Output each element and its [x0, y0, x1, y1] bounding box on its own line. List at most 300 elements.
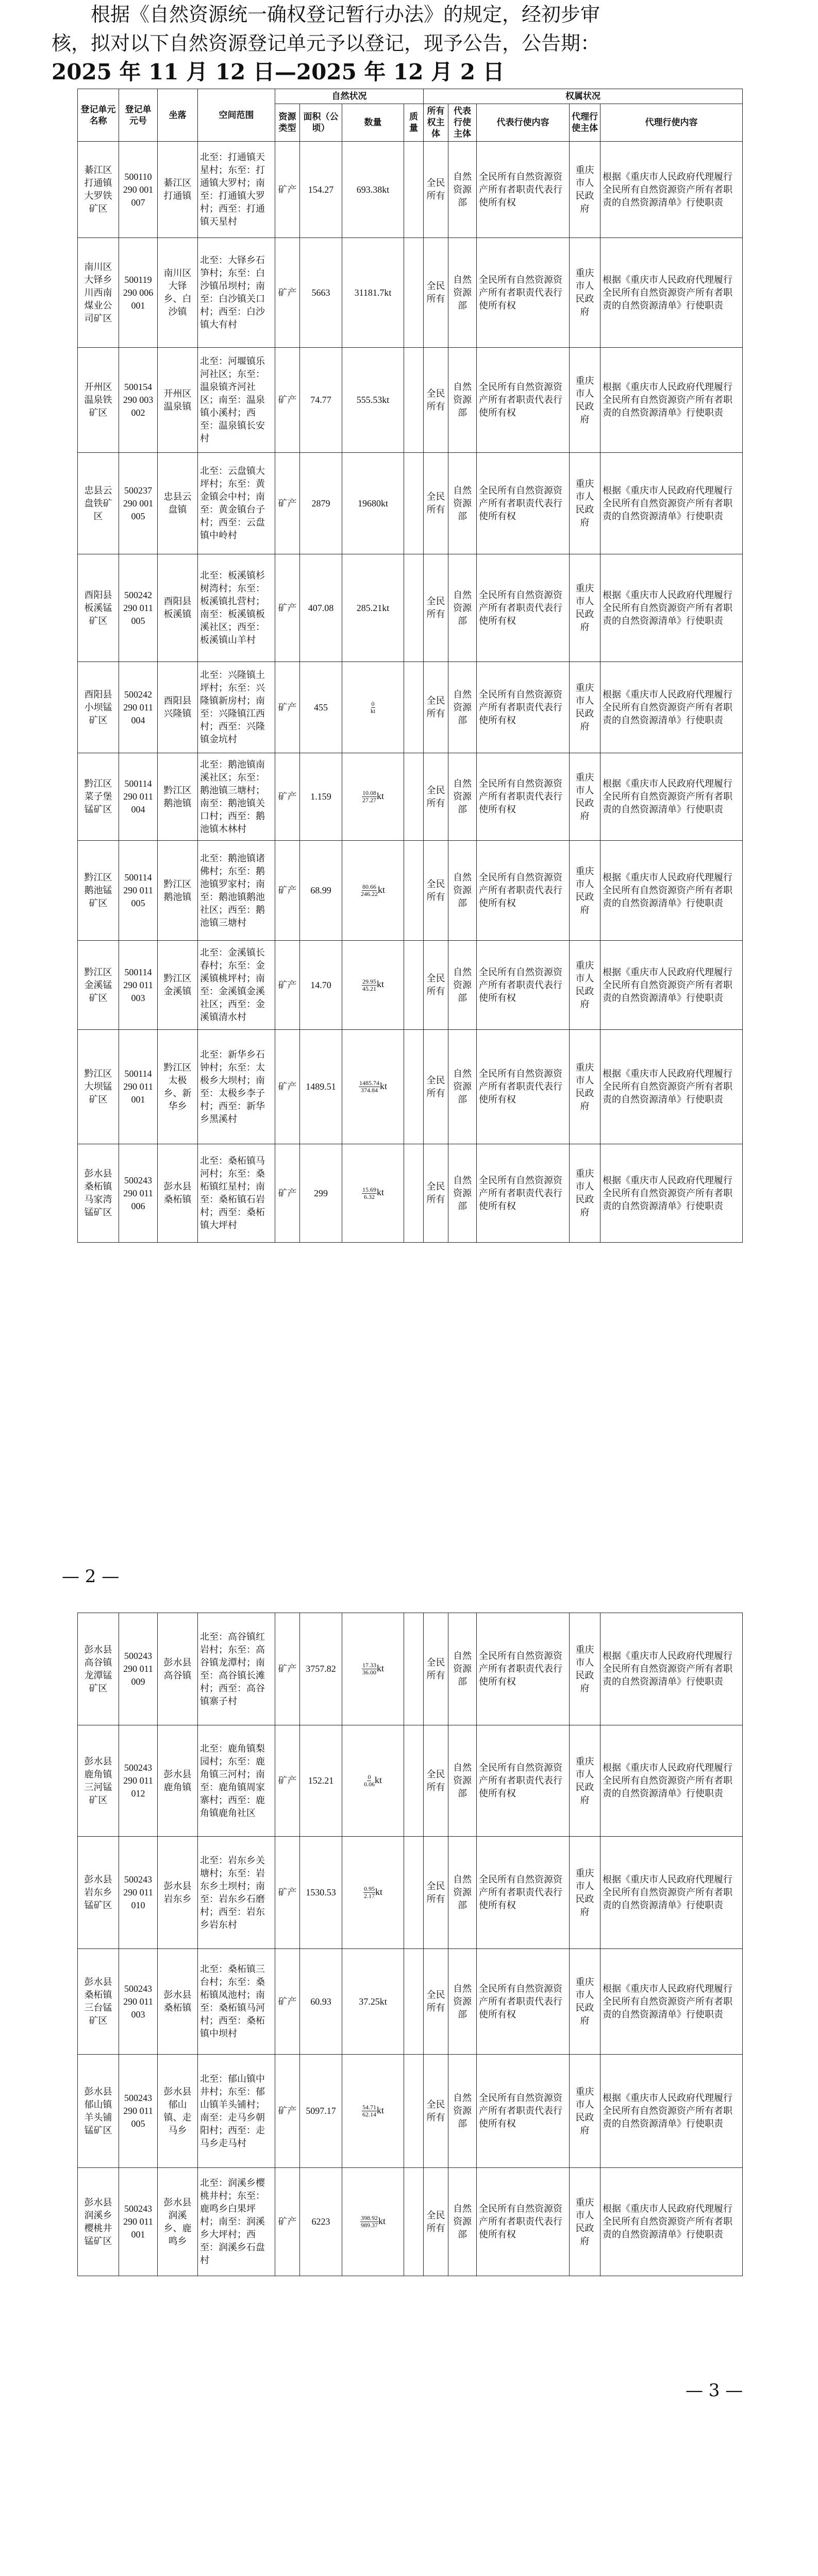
quantity-numerator: 1485.74 — [359, 1079, 379, 1087]
cell-unit-name: 黔江区鹅池锰矿区 — [78, 841, 119, 941]
cell-agent-subject: 重庆市人民政府 — [570, 753, 600, 841]
quantity-numerator: 0 — [371, 700, 375, 707]
cell-quantity — [342, 941, 404, 1030]
cell-agent-content: 根据《重庆市人民政府代理履行全民所有自然资源资产所有者职责的自然资源清单》行使职责 — [600, 238, 743, 348]
cell-unit-name: 彭水县郁山镇羊头铺锰矿区 — [78, 2055, 119, 2168]
cell-unit-number: 500154 290 003002 — [119, 348, 158, 453]
cell-unit-name: 酉阳县小坝锰矿区 — [78, 662, 119, 753]
cell-owner: 全民所有 — [424, 1725, 448, 1837]
quantity-unit: kt — [376, 790, 384, 801]
cell-unit-name: 南川区大铎乡川西南煤业公司矿区 — [78, 238, 119, 348]
cell-owner: 全民所有 — [424, 1949, 448, 2055]
cell-agent-subject: 重庆市人民政府 — [570, 554, 600, 662]
cell-rep-subject: 自然资源部 — [448, 1613, 477, 1725]
cell-rep-subject: 自然资源部 — [448, 1144, 477, 1243]
cell-agent-content: 根据《重庆市人民政府代理履行全民所有自然资源资产所有者职责的自然资源清单》行使职责 — [600, 941, 743, 1030]
cell-rep-content: 全民所有自然资源资产所有者职责代表行使所有权 — [477, 554, 570, 662]
cell-spatial-range: 北至：大铎乡石笋村；东至：白沙镇吊坝村；南至：白沙镇关口村；西至：白沙镇大有村 — [198, 238, 275, 348]
quantity-numerator: 17.33 — [362, 1662, 376, 1669]
cell-unit-number: 500242 290 011004 — [119, 662, 158, 753]
cell-agent-content: 根据《重庆市人民政府代理履行全民所有自然资源资产所有者职责的自然资源清单》行使职责 — [600, 841, 743, 941]
cell-rep-content: 全民所有自然资源资产所有者职责代表行使所有权 — [477, 348, 570, 453]
quantity-unit: kt — [375, 1886, 382, 1897]
quantity-fraction — [363, 1886, 375, 1900]
cell-quantity — [342, 1613, 404, 1725]
cell-rep-subject: 自然资源部 — [448, 662, 477, 753]
cell-agent-subject: 重庆市人民政府 — [570, 662, 600, 753]
header-area: 面积（公顷） — [300, 104, 342, 142]
cell-spatial-range: 北至：鹅池镇南溪社区；东至：鹅池镇三塘村；南至：鹅池镇关口村；西至：鹅池镇木林村 — [198, 753, 275, 841]
cell-area: 14.70 — [300, 941, 342, 1030]
cell-unit-number: 500114 290 011004 — [119, 753, 158, 841]
cell-owner: 全民所有 — [424, 841, 448, 941]
quantity-numerator: 0.95 — [363, 1885, 375, 1893]
cell-quality — [404, 941, 424, 1030]
registration-table-page-1 — [77, 89, 743, 1243]
cell-unit-name: 彭水县高谷镇龙潭锰矿区 — [78, 1613, 119, 1725]
cell-location: 忠县云盘镇 — [158, 453, 198, 554]
cell-unit-name: 酉阳县板溪锰矿区 — [78, 554, 119, 662]
cell-owner: 全民所有 — [424, 1837, 448, 1949]
intro-line-2: 核，拟对以下自然资源登记单元予以登记，现予公告，公告期： — [52, 32, 600, 55]
cell-quality — [404, 142, 424, 238]
cell-rep-subject: 自然资源部 — [448, 1949, 477, 2055]
quantity-denominator: 45.21 — [362, 985, 376, 992]
quantity-unit: kt — [377, 884, 385, 895]
cell-location: 黔江区太极乡、新华乡 — [158, 1030, 198, 1144]
quantity-denominator: kt — [370, 707, 376, 715]
quantity-denominator: 0.06 — [363, 1781, 375, 1788]
quantity-unit: kt — [376, 1187, 384, 1198]
cell-resource-type: 矿产 — [275, 1144, 300, 1243]
cell-rep-content: 全民所有自然资源资产所有者职责代表行使所有权 — [477, 841, 570, 941]
cell-rep-subject: 自然资源部 — [448, 1837, 477, 1949]
cell-agent-content: 根据《重庆市人民政府代理履行全民所有自然资源资产所有者职责的自然资源清单》行使职责 — [600, 662, 743, 753]
table-row — [78, 841, 743, 941]
cell-resource-type: 矿产 — [275, 841, 300, 941]
cell-agent-subject: 重庆市人民政府 — [570, 1837, 600, 1949]
cell-rep-subject: 自然资源部 — [448, 348, 477, 453]
cell-area: 68.99 — [300, 841, 342, 941]
cell-area: 60.93 — [300, 1949, 342, 2055]
table-row — [78, 1837, 743, 1949]
quantity-numerator: 54.71 — [362, 2104, 376, 2111]
cell-unit-name: 黔江区大坝锰矿区 — [78, 1030, 119, 1144]
cell-unit-name: 忠县云盘铁矿区 — [78, 453, 119, 554]
cell-area: 5663 — [300, 238, 342, 348]
cell-unit-name: 彭水县润溪乡樱桃井锰矿区 — [78, 2168, 119, 2276]
cell-resource-type: 矿产 — [275, 662, 300, 753]
cell-unit-number: 500110 290 001007 — [119, 142, 158, 238]
cell-rep-content: 全民所有自然资源资产所有者职责代表行使所有权 — [477, 1030, 570, 1144]
cell-unit-number: 500243 290 011009 — [119, 1613, 158, 1725]
cell-owner: 全民所有 — [424, 2055, 448, 2168]
cell-spatial-range: 北至：鹅池镇诸佛村；东至：鹅池镇罗家村；南至：鹅池镇鹅池社区；西至：鹅池镇三塘村 — [198, 841, 275, 941]
cell-quantity — [342, 1725, 404, 1837]
table-row — [78, 554, 743, 662]
cell-agent-subject: 重庆市人民政府 — [570, 142, 600, 238]
cell-location: 黔江区鹅池镇 — [158, 753, 198, 841]
cell-rep-subject: 自然资源部 — [448, 2055, 477, 2168]
cell-resource-type: 矿产 — [275, 753, 300, 841]
cell-resource-type: 矿产 — [275, 453, 300, 554]
header-rep-content: 代表行使内容 — [477, 104, 570, 142]
quantity-fraction — [362, 2104, 377, 2118]
cell-quality — [404, 841, 424, 941]
cell-area: 74.77 — [300, 348, 342, 453]
cell-quantity: 37.25kt — [342, 1949, 404, 2055]
cell-resource-type: 矿产 — [275, 554, 300, 662]
cell-resource-type: 矿产 — [275, 1030, 300, 1144]
cell-spatial-range: 北至：新华乡石钟村；东至：太极乡大坝村；南至：太极乡李子村；西至：新华乡黑溪村 — [198, 1030, 275, 1144]
cell-rep-subject: 自然资源部 — [448, 941, 477, 1030]
cell-agent-content: 根据《重庆市人民政府代理履行全民所有自然资源资产所有者职责的自然资源清单》行使职责 — [600, 142, 743, 238]
cell-rep-content: 全民所有自然资源资产所有者职责代表行使所有权 — [477, 662, 570, 753]
cell-quantity: 693.38kt — [342, 142, 404, 238]
cell-resource-type: 矿产 — [275, 941, 300, 1030]
cell-agent-content: 根据《重庆市人民政府代理履行全民所有自然资源资产所有者职责的自然资源清单》行使职责 — [600, 1837, 743, 1949]
cell-unit-number: 500114 290 011001 — [119, 1030, 158, 1144]
cell-agent-content: 根据《重庆市人民政府代理履行全民所有自然资源资产所有者职责的自然资源清单》行使职责 — [600, 1949, 743, 2055]
cell-unit-number: 500119 290 006001 — [119, 238, 158, 348]
cell-spatial-range: 北至：桑柘镇三台村；东至：桑柘镇凤池村；南至：桑柘镇马河村；西至：桑柘镇中坝村 — [198, 1949, 275, 2055]
cell-resource-type: 矿产 — [275, 142, 300, 238]
quantity-denominator: 36.00 — [362, 1669, 376, 1676]
cell-rep-content: 全民所有自然资源资产所有者职责代表行使所有权 — [477, 941, 570, 1030]
cell-area: 2879 — [300, 453, 342, 554]
cell-unit-name: 彭水县鹿角镇三河锰矿区 — [78, 1725, 119, 1837]
cell-agent-content: 根据《重庆市人民政府代理履行全民所有自然资源资产所有者职责的自然资源清单》行使职责 — [600, 1144, 743, 1243]
table-row — [78, 753, 743, 841]
cell-area: 1530.53 — [300, 1837, 342, 1949]
table-row — [78, 2055, 743, 2168]
quantity-unit: kt — [376, 1663, 384, 1673]
notice-intro — [52, 0, 794, 87]
cell-quality — [404, 1837, 424, 1949]
cell-agent-content: 根据《重庆市人民政府代理履行全民所有自然资源资产所有者职责的自然资源清单》行使职责 — [600, 554, 743, 662]
cell-rep-subject: 自然资源部 — [448, 1725, 477, 1837]
header-spatial: 空间范围 — [198, 89, 275, 142]
cell-unit-name: 彭水县桑柘镇三台锰矿区 — [78, 1949, 119, 2055]
cell-location: 彭水县高谷镇 — [158, 1613, 198, 1725]
cell-area: 455 — [300, 662, 342, 753]
cell-agent-subject: 重庆市人民政府 — [570, 1725, 600, 1837]
table-row — [78, 941, 743, 1030]
cell-quantity — [342, 1144, 404, 1243]
cell-location: 开州区温泉镇 — [158, 348, 198, 453]
cell-spatial-range: 北至：鹿角镇梨园村；东至：鹿角镇三河村；南至：鹿角镇周家寨村；西至：鹿角镇鹿角社区 — [198, 1725, 275, 1837]
cell-quantity — [342, 1837, 404, 1949]
cell-spatial-range: 北至：河堰镇乐河社区；东至：温泉镇齐河社区；南至：温泉镇小溪村；西至：温泉镇长安村 — [198, 348, 275, 453]
quantity-fraction — [364, 1774, 375, 1788]
quantity-unit: kt — [374, 1774, 382, 1785]
quantity-denominator: 246.22 — [360, 890, 378, 898]
quantity-fraction — [362, 790, 377, 804]
quantity-unit: kt — [376, 979, 384, 990]
table-row — [78, 142, 743, 238]
cell-location: 彭水县郁山镇、走马乡 — [158, 2055, 198, 2168]
cell-owner: 全民所有 — [424, 238, 448, 348]
cell-quantity — [342, 1030, 404, 1144]
cell-agent-subject: 重庆市人民政府 — [570, 1030, 600, 1144]
cell-agent-subject: 重庆市人民政府 — [570, 2055, 600, 2168]
cell-quantity: 285.21kt — [342, 554, 404, 662]
cell-unit-name: 黔江区金溪锰矿区 — [78, 941, 119, 1030]
cell-quality — [404, 1725, 424, 1837]
header-reg-no: 登记单元号 — [119, 89, 158, 142]
notice-period: 2025 年 11 月 12 日—2025 年 12 月 2 日 — [52, 59, 505, 84]
cell-area: 6223 — [300, 2168, 342, 2276]
quantity-denominator: 989.37 — [360, 2222, 378, 2229]
quantity-denominator: 6.32 — [363, 1193, 375, 1200]
cell-agent-content: 根据《重庆市人民政府代理履行全民所有自然资源资产所有者职责的自然资源清单》行使职责 — [600, 453, 743, 554]
cell-resource-type: 矿产 — [275, 1949, 300, 2055]
cell-area: 1.159 — [300, 753, 342, 841]
cell-rep-subject: 自然资源部 — [448, 554, 477, 662]
quantity-unit: kt — [378, 2215, 386, 2226]
cell-quality — [404, 1613, 424, 1725]
cell-spatial-range: 北至：金溪镇长春村；东至：金溪镇桃坪村；南至：金溪镇金溪社区；西至：金溪镇清水村 — [198, 941, 275, 1030]
header-quantity: 数量 — [342, 104, 404, 142]
cell-resource-type: 矿产 — [275, 1613, 300, 1725]
cell-owner: 全民所有 — [424, 1613, 448, 1725]
cell-owner: 全民所有 — [424, 1144, 448, 1243]
cell-owner: 全民所有 — [424, 941, 448, 1030]
cell-area: 407.08 — [300, 554, 342, 662]
cell-agent-subject: 重庆市人民政府 — [570, 453, 600, 554]
cell-owner: 全民所有 — [424, 753, 448, 841]
cell-location: 酉阳县板溪镇 — [158, 554, 198, 662]
quantity-fraction — [361, 884, 378, 897]
header-location: 坐落 — [158, 89, 198, 142]
cell-quantity: 19680kt — [342, 453, 404, 554]
cell-spatial-range: 北至：兴隆镇土坪村；东至：兴隆镇新房村；南至：兴隆镇江西村；西至：兴隆镇金坑村 — [198, 662, 275, 753]
cell-quality — [404, 238, 424, 348]
page-number-3: — 3 — — [686, 2380, 743, 2401]
cell-resource-type: 矿产 — [275, 1837, 300, 1949]
quantity-denominator: 374.84 — [360, 1087, 378, 1094]
cell-unit-number: 500243 290 011010 — [119, 1837, 158, 1949]
table-row — [78, 453, 743, 554]
cell-agent-subject: 重庆市人民政府 — [570, 941, 600, 1030]
cell-owner: 全民所有 — [424, 662, 448, 753]
cell-agent-content: 根据《重庆市人民政府代理履行全民所有自然资源资产所有者职责的自然资源清单》行使职责 — [600, 1613, 743, 1725]
cell-unit-name: 彭水县岩东乡锰矿区 — [78, 1837, 119, 1949]
cell-unit-number: 500243 290 011005 — [119, 2055, 158, 2168]
header-reg-unit: 登记单元名称 — [78, 89, 119, 142]
cell-unit-name: 綦江区打通镇大罗铁矿区 — [78, 142, 119, 238]
cell-rep-content: 全民所有自然资源资产所有者职责代表行使所有权 — [477, 1613, 570, 1725]
quantity-fraction — [371, 701, 375, 715]
cell-rep-content: 全民所有自然资源资产所有者职责代表行使所有权 — [477, 2055, 570, 2168]
header-quality: 质量 — [404, 104, 424, 142]
quantity-numerator: 398.92 — [360, 2214, 378, 2222]
cell-quality — [404, 2055, 424, 2168]
cell-spatial-range: 北至：高谷镇红岩村；东至：高谷镇龙潭村；南至：高谷镇长滩村；西至：高谷镇寨子村 — [198, 1613, 275, 1725]
table-row — [78, 2168, 743, 2276]
cell-agent-content: 根据《重庆市人民政府代理履行全民所有自然资源资产所有者职责的自然资源清单》行使职责 — [600, 348, 743, 453]
quantity-fraction — [362, 1662, 377, 1676]
cell-quality — [404, 554, 424, 662]
cell-unit-name: 黔江区菜子堡锰矿区 — [78, 753, 119, 841]
cell-rep-subject: 自然资源部 — [448, 841, 477, 941]
cell-rep-content: 全民所有自然资源资产所有者职责代表行使所有权 — [477, 1837, 570, 1949]
cell-resource-type: 矿产 — [275, 348, 300, 453]
cell-spatial-range: 北至：润溪乡樱桃井村；东至：鹿鸣乡白果坪村；南至：润溪乡大坪村；西至：润溪乡石盘村 — [198, 2168, 275, 2276]
cell-location: 彭水县岩东乡 — [158, 1837, 198, 1949]
cell-quantity — [342, 753, 404, 841]
quantity-numerator: 29.95 — [362, 977, 376, 985]
cell-quality — [404, 662, 424, 753]
cell-resource-type: 矿产 — [275, 238, 300, 348]
header-ownership-status: 权属状况 — [424, 89, 743, 104]
quantity-denominator: 2.17 — [363, 1892, 375, 1900]
cell-location: 黔江区鹅池镇 — [158, 841, 198, 941]
cell-resource-type: 矿产 — [275, 1725, 300, 1837]
cell-rep-content: 全民所有自然资源资产所有者职责代表行使所有权 — [477, 238, 570, 348]
cell-quality — [404, 453, 424, 554]
cell-unit-number: 500243 290 011012 — [119, 1725, 158, 1837]
cell-rep-content: 全民所有自然资源资产所有者职责代表行使所有权 — [477, 1949, 570, 2055]
cell-rep-content: 全民所有自然资源资产所有者职责代表行使所有权 — [477, 2168, 570, 2276]
cell-quantity: 31181.7kt — [342, 238, 404, 348]
cell-quality — [404, 1030, 424, 1144]
cell-quality — [404, 348, 424, 453]
cell-agent-subject: 重庆市人民政府 — [570, 1613, 600, 1725]
cell-rep-subject: 自然资源部 — [448, 453, 477, 554]
header-resource-status: 自然状况 — [275, 89, 424, 104]
quantity-fraction — [362, 978, 377, 992]
cell-area: 5097.17 — [300, 2055, 342, 2168]
cell-location: 彭水县润溪乡、鹿鸣乡 — [158, 2168, 198, 2276]
cell-quality — [404, 1144, 424, 1243]
cell-owner: 全民所有 — [424, 554, 448, 662]
intro-line-1: 根据《自然资源统一确权登记暂行办法》的规定，经初步审 — [91, 3, 600, 26]
cell-rep-content: 全民所有自然资源资产所有者职责代表行使所有权 — [477, 1725, 570, 1837]
cell-agent-subject: 重庆市人民政府 — [570, 1144, 600, 1243]
cell-rep-subject: 自然资源部 — [448, 1030, 477, 1144]
cell-rep-subject: 自然资源部 — [448, 238, 477, 348]
cell-spatial-range: 北至：郁山镇中井村；东至：郁山镇羊头铺村；南至：走马乡朝阳村；西至：走马乡走马村 — [198, 2055, 275, 2168]
quantity-numerator: 0 — [368, 1773, 371, 1781]
cell-rep-content: 全民所有自然资源资产所有者职责代表行使所有权 — [477, 453, 570, 554]
cell-rep-content: 全民所有自然资源资产所有者职责代表行使所有权 — [477, 142, 570, 238]
header-rep-subject: 代表行使主体 — [448, 104, 477, 142]
cell-quality — [404, 1949, 424, 2055]
cell-rep-content: 全民所有自然资源资产所有者职责代表行使所有权 — [477, 1144, 570, 1243]
cell-location: 彭水县桑柘镇 — [158, 1144, 198, 1243]
cell-agent-subject: 重庆市人民政府 — [570, 1949, 600, 2055]
cell-area: 152.21 — [300, 1725, 342, 1837]
cell-resource-type: 矿产 — [275, 2168, 300, 2276]
cell-quality — [404, 2168, 424, 2276]
cell-area: 3757.82 — [300, 1613, 342, 1725]
quantity-unit: kt — [379, 1080, 387, 1091]
quantity-numerator: 80.66 — [362, 883, 376, 891]
cell-quantity — [342, 662, 404, 753]
cell-unit-name: 彭水县桑柘镇马家湾锰矿区 — [78, 1144, 119, 1243]
quantity-fraction — [359, 1080, 380, 1094]
cell-agent-subject: 重庆市人民政府 — [570, 348, 600, 453]
cell-unit-number: 500243 290 011001 — [119, 2168, 158, 2276]
cell-area: 299 — [300, 1144, 342, 1243]
cell-agent-content: 根据《重庆市人民政府代理履行全民所有自然资源资产所有者职责的自然资源清单》行使职责 — [600, 2055, 743, 2168]
quantity-numerator: 15.69 — [362, 1185, 376, 1193]
header-agent-content: 代理行使内容 — [600, 104, 743, 142]
cell-rep-subject: 自然资源部 — [448, 142, 477, 238]
cell-agent-content: 根据《重庆市人民政府代理履行全民所有自然资源资产所有者职责的自然资源清单》行使职责 — [600, 753, 743, 841]
cell-unit-number: 500237 290 001005 — [119, 453, 158, 554]
cell-unit-number: 500243 290 011006 — [119, 1144, 158, 1243]
cell-agent-subject: 重庆市人民政府 — [570, 2168, 600, 2276]
cell-unit-name: 开州区温泉铁矿区 — [78, 348, 119, 453]
cell-quantity — [342, 2168, 404, 2276]
cell-agent-subject: 重庆市人民政府 — [570, 238, 600, 348]
quantity-unit: kt — [376, 2105, 384, 2115]
cell-owner: 全民所有 — [424, 453, 448, 554]
table-row — [78, 662, 743, 753]
table-row — [78, 1030, 743, 1144]
cell-owner: 全民所有 — [424, 1030, 448, 1144]
cell-spatial-range: 北至：云盘镇大坪村；东至：黄金镇会中村；南至：黄金镇台子村；西至：云盘镇中岭村 — [198, 453, 275, 554]
quantity-fraction — [360, 2215, 378, 2229]
table-row — [78, 348, 743, 453]
cell-rep-subject: 自然资源部 — [448, 753, 477, 841]
cell-spatial-range: 北至：桑柘镇马河村；东至：桑柘镇红星村；南至：桑柘镇石岩村；西至：桑柘镇大坪村 — [198, 1144, 275, 1243]
cell-quantity — [342, 841, 404, 941]
cell-location: 彭水县桑柘镇 — [158, 1949, 198, 2055]
quantity-denominator: 62.14 — [362, 2111, 376, 2119]
registration-table-page-2 — [77, 1613, 743, 2276]
cell-quantity — [342, 2055, 404, 2168]
table-row — [78, 1949, 743, 2055]
cell-rep-subject: 自然资源部 — [448, 2168, 477, 2276]
cell-owner: 全民所有 — [424, 142, 448, 238]
cell-spatial-range: 北至：板溪镇杉树湾村；东至：板溪镇扎营村；南至：板溪镇板溪社区；西至：板溪镇山羊村 — [198, 554, 275, 662]
cell-agent-subject: 重庆市人民政府 — [570, 841, 600, 941]
cell-owner: 全民所有 — [424, 2168, 448, 2276]
cell-owner: 全民所有 — [424, 348, 448, 453]
cell-agent-content: 根据《重庆市人民政府代理履行全民所有自然资源资产所有者职责的自然资源清单》行使职责 — [600, 1030, 743, 1144]
page-number-2: — 2 — — [62, 1566, 120, 1587]
table-row — [78, 1613, 743, 1725]
cell-spatial-range: 北至：岩东乡关塘村；东至：岩东乡土坝村；南至：岩东乡石磨村；西至：岩东乡岩东村 — [198, 1837, 275, 1949]
header-agent-subject: 代理行使主体 — [570, 104, 600, 142]
cell-location: 彭水县鹿角镇 — [158, 1725, 198, 1837]
header-resource-type: 资源类型 — [275, 104, 300, 142]
cell-unit-number: 500114 290 011005 — [119, 841, 158, 941]
cell-rep-content: 全民所有自然资源资产所有者职责代表行使所有权 — [477, 753, 570, 841]
table-row — [78, 1144, 743, 1243]
cell-resource-type: 矿产 — [275, 2055, 300, 2168]
quantity-numerator: 10.08 — [362, 789, 376, 797]
cell-location: 酉阳县兴隆镇 — [158, 662, 198, 753]
cell-unit-number: 500243 290 011003 — [119, 1949, 158, 2055]
table-row — [78, 1725, 743, 1837]
cell-location: 南川区大铎乡、白沙镇 — [158, 238, 198, 348]
quantity-fraction — [362, 1187, 377, 1200]
header-owner: 所有权主体 — [424, 104, 448, 142]
cell-location: 綦江区打通镇 — [158, 142, 198, 238]
cell-quality — [404, 753, 424, 841]
cell-unit-number: 500114 290 011003 — [119, 941, 158, 1030]
cell-quantity: 555.53kt — [342, 348, 404, 453]
cell-spatial-range: 北至：打通镇天星村；东至：打通镇大罗村；南至：打通镇大罗村；西至：打通镇天星村 — [198, 142, 275, 238]
table-row — [78, 238, 743, 348]
cell-agent-content: 根据《重庆市人民政府代理履行全民所有自然资源资产所有者职责的自然资源清单》行使职责 — [600, 2168, 743, 2276]
cell-agent-content: 根据《重庆市人民政府代理履行全民所有自然资源资产所有者职责的自然资源清单》行使职责 — [600, 1725, 743, 1837]
cell-area: 154.27 — [300, 142, 342, 238]
